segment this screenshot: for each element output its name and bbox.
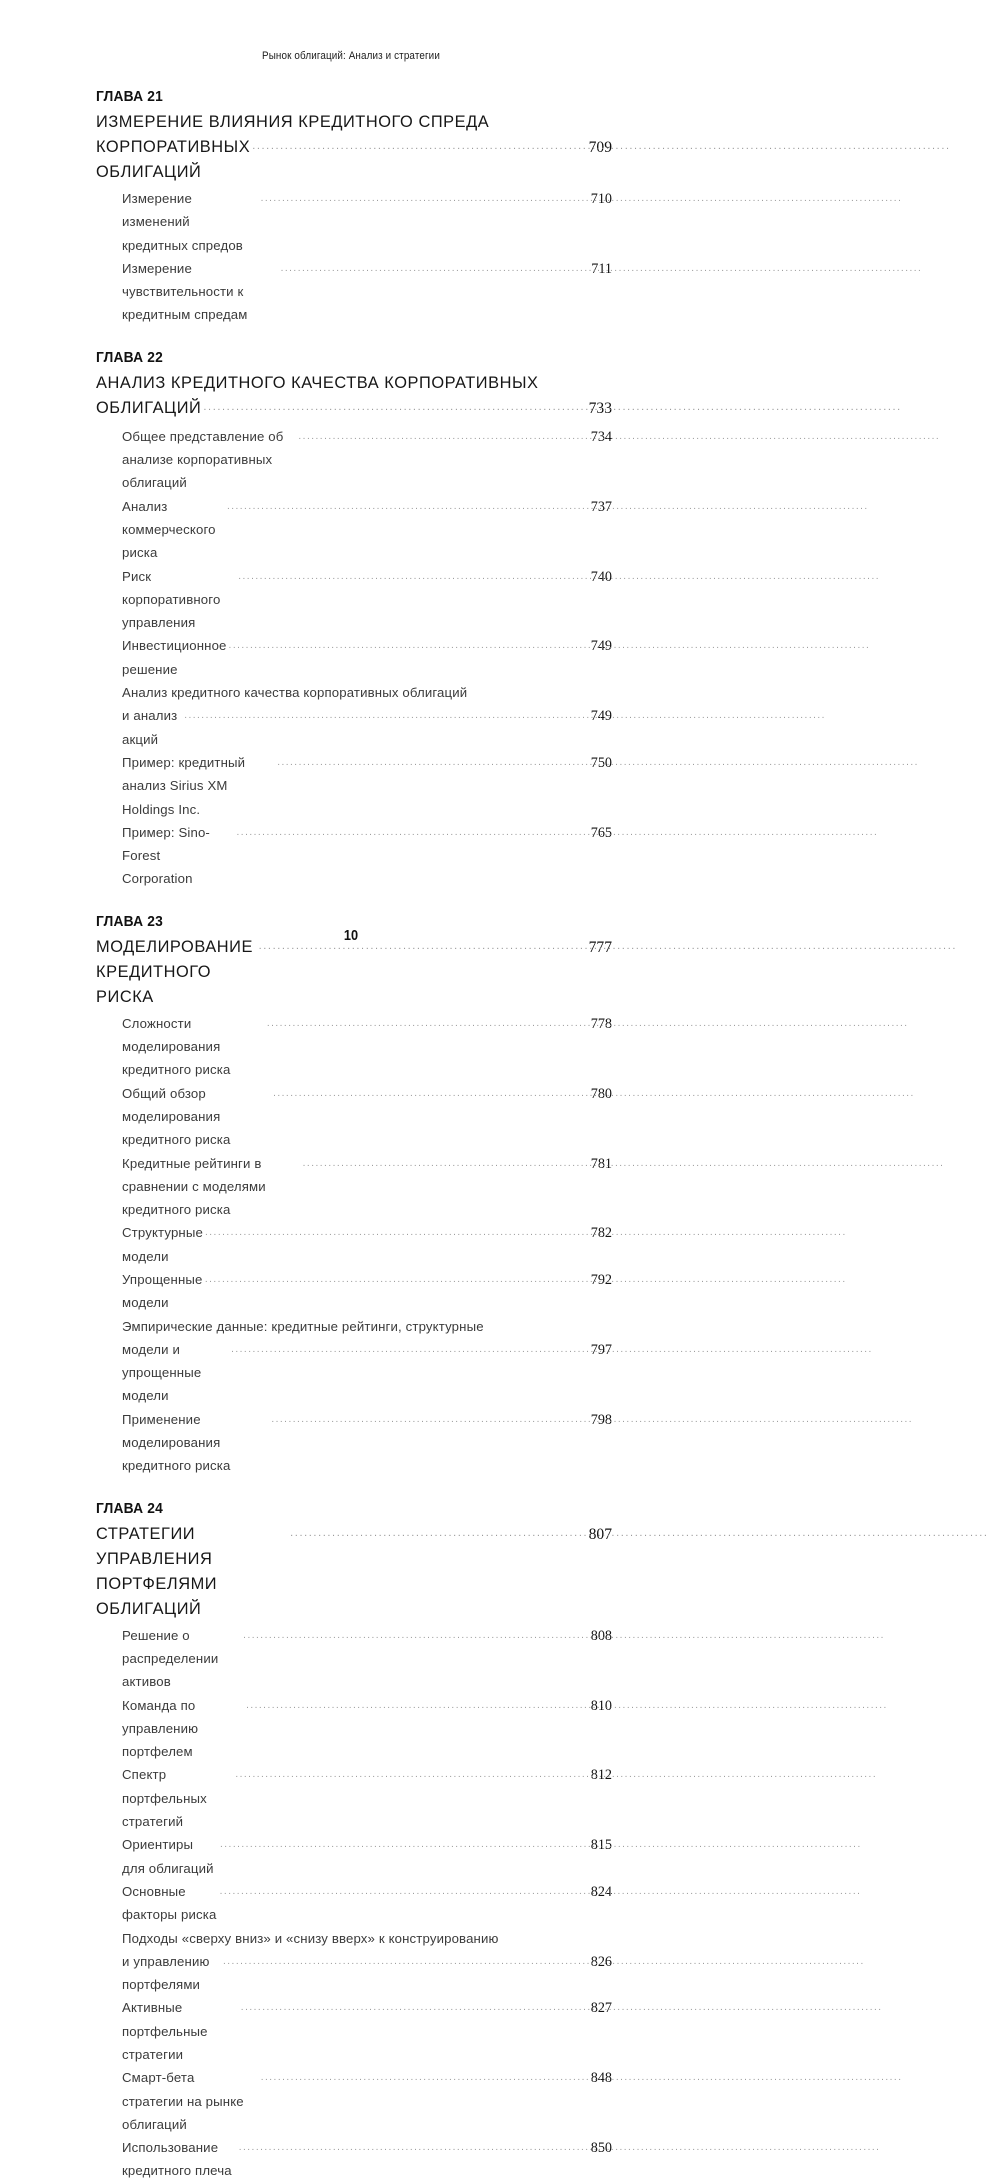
dot-leader — [273, 1082, 590, 1105]
chapter-title-text: МОДЕЛИРОВАНИЕ КРЕДИТНОГО РИСКА — [96, 937, 259, 1006]
dot-leader — [205, 1268, 590, 1291]
chapter-title-text: КОРПОРАТИВНЫХ ОБЛИГАЦИЙ — [96, 138, 256, 181]
dot-leader — [261, 187, 590, 210]
dot-leader — [229, 634, 590, 657]
dot-leader — [277, 751, 590, 774]
section-title-text: Ориентиры для облигаций — [122, 1837, 214, 1876]
dot-leader — [290, 1521, 583, 1546]
dot-leader — [220, 1880, 590, 1903]
section-page-number: 850 — [590, 2140, 612, 2157]
dot-leader — [241, 1996, 590, 2019]
dot-leader — [281, 257, 591, 280]
section-page-number: 782 — [590, 1225, 612, 1242]
toc-entry-row[interactable] — [96, 935, 612, 1010]
section-title-text: Применение моделирования кредитного риска — [122, 1411, 235, 1474]
dot-leader — [271, 1408, 589, 1431]
section-page-number: 765 — [590, 824, 612, 841]
toc-entry-row[interactable] — [122, 1082, 612, 1152]
chapter-page-number: 709 — [588, 139, 612, 156]
section-title-text: Кредитные рейтинги в сравнении с моделями кредитного риска — [122, 1155, 270, 1218]
toc-entry-row[interactable] — [122, 1408, 612, 1478]
chapter-title-text: АНАЛИЗ КРЕДИТНОГО КАЧЕСТВА КОРПОРАТИВНЫХ — [96, 373, 539, 392]
toc-entry-row[interactable] — [122, 1833, 612, 1880]
section-title-text: Упрощенные модели — [122, 1271, 207, 1311]
chapter-page-number: 733 — [588, 399, 612, 417]
chapter-block — [96, 1500, 612, 2183]
toc-entry-row[interactable] — [122, 187, 612, 257]
section-page-number: 750 — [590, 754, 612, 771]
dot-leader — [303, 1152, 590, 1175]
toc-entry-row[interactable] — [96, 396, 612, 423]
chapter-block — [96, 913, 612, 1478]
chapter-sections — [96, 187, 612, 327]
toc-entry-row[interactable] — [122, 425, 612, 495]
section-title-text: Эмпирические данные: кредитные рейтинги, структурные — [122, 1318, 484, 1334]
dot-leader — [205, 1221, 590, 1244]
section-title-text: Анализ кредитного качества корпоративных облигаций — [122, 685, 468, 701]
toc-entry-row[interactable] — [122, 704, 612, 751]
section-page-number: 749 — [590, 638, 612, 655]
page-number-folio: 10 — [343, 927, 359, 944]
dot-leader — [220, 1833, 590, 1856]
section-page-number: 815 — [590, 1837, 612, 1854]
chapter-block — [96, 88, 612, 327]
toc-entry-row[interactable] — [122, 751, 612, 821]
toc-entry-row[interactable] — [122, 1268, 612, 1315]
chapter-label: ГЛАВА 23 — [96, 913, 163, 930]
section-title-text: и управлению портфелями — [122, 1953, 214, 1993]
section-page-number: 740 — [590, 568, 612, 585]
section-page-number: 778 — [590, 1015, 612, 1032]
dot-leader — [223, 1950, 590, 1973]
section-title-text: Анализ коммерческого риска — [122, 498, 220, 561]
table-of-contents — [96, 88, 612, 2183]
section-page-number: 808 — [590, 1627, 612, 1644]
toc-entry-row[interactable] — [122, 1221, 612, 1268]
dot-leader — [231, 1338, 590, 1361]
toc-entry-row[interactable] — [122, 1880, 612, 1927]
toc-entry-row[interactable] — [122, 1763, 612, 1833]
section-page-number: 749 — [590, 708, 612, 725]
chapter-title-text: ОБЛИГАЦИЙ — [96, 398, 202, 417]
section-title-text: Пример: Sino-Forest Corporation — [122, 824, 210, 887]
chapter-title-text: СТРАТЕГИИ УПРАВЛЕНИЯ ПОРТФЕЛЯМИ ОБЛИГАЦИЙ — [96, 1524, 223, 1618]
dot-leader — [252, 134, 583, 159]
chapter-sections — [96, 425, 612, 891]
toc-entry-row[interactable] — [96, 1522, 612, 1622]
section-title-text: Структурные модели — [122, 1225, 207, 1264]
section-page-number: 827 — [590, 2000, 612, 2017]
section-title-text: Решение о распределении активов — [122, 1627, 223, 1690]
section-title-text: Измерение изменений кредитных спредов — [122, 191, 243, 253]
section-title-text: Общее представление об анализе корпоративных облигаций — [122, 428, 288, 491]
section-title-text: Измерение чувствительности к кредитным спредам — [122, 260, 248, 323]
section-title-text: Риск корпоративного управления — [122, 568, 225, 631]
dot-leader — [184, 704, 590, 727]
dot-leader — [237, 821, 590, 844]
section-title-text: Использование кредитного плеча — [122, 2140, 232, 2179]
section-title-text: Команда по управлению портфелем — [122, 1697, 203, 1760]
section-page-number: 792 — [590, 1271, 612, 1288]
chapter-sections — [96, 1012, 612, 1478]
section-page-number: 797 — [590, 1341, 612, 1358]
section-title-text: Активные портфельные стратегии — [122, 2000, 212, 2062]
toc-entry-row[interactable] — [122, 2066, 612, 2136]
toc-entry-row[interactable] — [122, 565, 612, 635]
chapter-label: ГЛАВА 21 — [96, 89, 163, 105]
dot-leader — [267, 1012, 590, 1035]
chapter-block — [96, 349, 612, 891]
section-title-text: Смарт-бета стратегии на рынке облигаций — [122, 2070, 248, 2132]
section-title-text: Инвестиционное решение — [122, 638, 231, 677]
section-title-text: модели и упрощенные модели — [122, 1341, 206, 1404]
section-title-text: Пример: кредитный анализ Sirius XM Holdings Inc. — [122, 754, 249, 817]
toc-entry-row[interactable] — [122, 2136, 612, 2183]
dot-leader — [298, 425, 589, 448]
section-page-number: 781 — [590, 1155, 612, 1172]
toc-entry-row[interactable] — [96, 135, 612, 185]
section-page-number: 824 — [590, 1883, 612, 1900]
section-title-text: и анализ акций — [122, 708, 182, 747]
section-page-number: 826 — [590, 1953, 612, 1970]
chapter-label: ГЛАВА 24 — [96, 1500, 163, 1517]
dot-leader — [203, 395, 583, 420]
toc-entry-row[interactable] — [122, 1338, 612, 1408]
section-title-text: Основные факторы риска — [122, 1883, 221, 1923]
section-page-number: 810 — [590, 1697, 612, 1714]
section-page-number: 737 — [590, 498, 612, 515]
dot-leader — [238, 565, 589, 588]
section-title-text: Общий обзор моделирования кредитного риска — [122, 1085, 235, 1148]
toc-entry-row[interactable] — [122, 634, 612, 681]
section-title-text: Сложности моделирования кредитного риска — [122, 1015, 231, 1078]
chapter-sections — [96, 1624, 612, 2183]
chapter-page-number: 777 — [588, 938, 612, 956]
toc-entry-row[interactable] — [122, 257, 612, 327]
toc-entry-row[interactable] — [122, 1012, 612, 1082]
toc-entry-row[interactable] — [122, 1950, 612, 1997]
dot-leader — [261, 2066, 590, 2089]
chapter-label: ГЛАВА 22 — [96, 349, 163, 366]
section-page-number: 711 — [591, 260, 612, 277]
section-page-number: 812 — [590, 1767, 612, 1784]
section-page-number: 780 — [590, 1085, 612, 1102]
dot-leader — [235, 1763, 589, 1786]
dot-leader — [246, 1694, 590, 1717]
section-title-text: Подходы «сверху вниз» и «снизу вверх» к конструированию — [122, 1930, 499, 1946]
section-title-text: Спектр портфельных стратегий — [122, 1767, 211, 1830]
toc-entry-row[interactable] — [122, 1694, 612, 1764]
toc-entry-row[interactable] — [122, 821, 612, 891]
dot-leader — [239, 2136, 590, 2159]
toc-entry-row[interactable] — [122, 495, 612, 565]
section-page-number: 710 — [590, 191, 612, 207]
running-head: Рынок облигаций: Анализ и стратегии — [262, 50, 440, 62]
toc-entry-row[interactable] — [122, 1152, 612, 1222]
section-page-number: 798 — [590, 1411, 612, 1428]
toc-entry-row[interactable] — [122, 1996, 612, 2066]
dot-leader — [227, 495, 590, 518]
chapter-page-number: 807 — [588, 1525, 612, 1543]
toc-entry-row[interactable] — [122, 1624, 612, 1694]
section-page-number: 734 — [590, 428, 612, 445]
chapter-title-text: ИЗМЕРЕНИЕ ВЛИЯНИЯ КРЕДИТНОГО СПРЕДА — [96, 113, 490, 131]
dot-leader — [243, 1624, 590, 1647]
section-page-number: 848 — [590, 2070, 612, 2087]
